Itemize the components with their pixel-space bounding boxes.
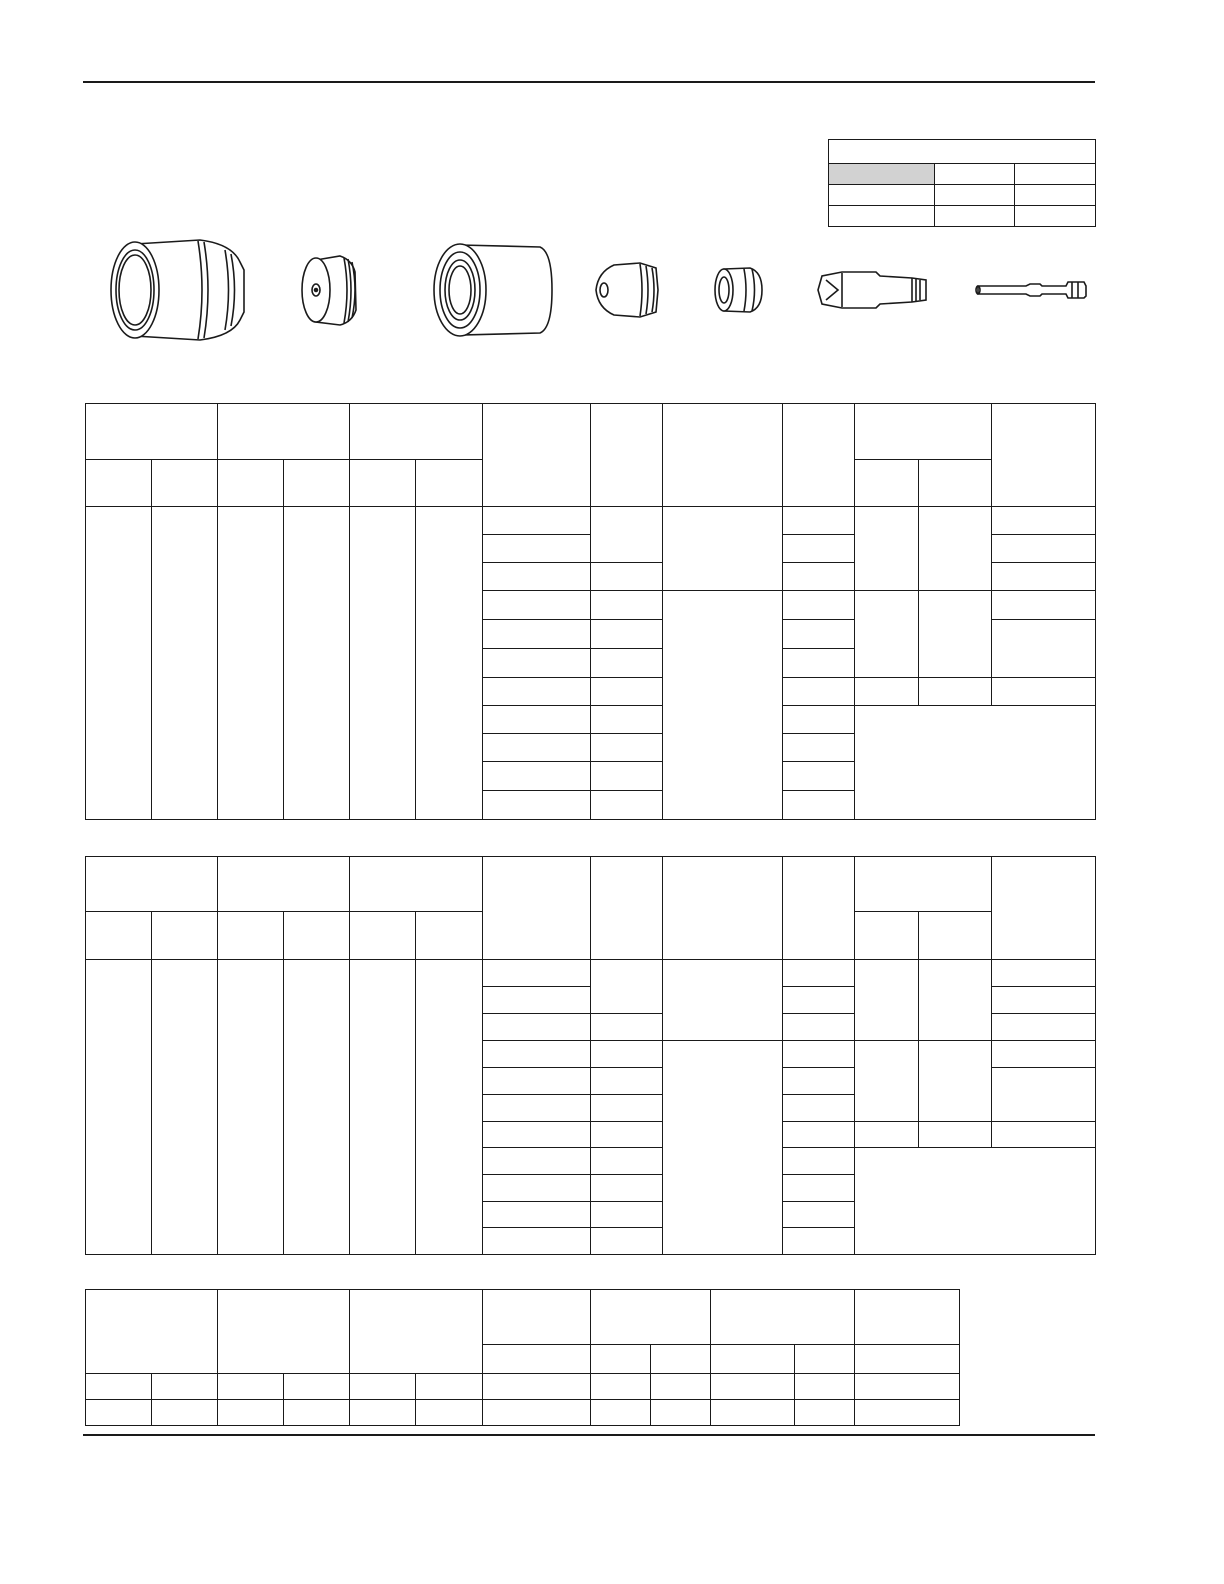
legend-title-cell: [829, 140, 1096, 164]
legend-shaded-cell: [829, 164, 935, 185]
footer-rule: [83, 1434, 1095, 1436]
nozzle-icon: [596, 263, 658, 317]
shield-cap-icon: [302, 256, 356, 325]
legend-table: [828, 139, 1096, 227]
retaining-cap-icon: [434, 244, 552, 336]
header-rule: [83, 81, 1095, 83]
consumable-parts-illustration: [0, 228, 1224, 348]
shield-large-icon: [111, 240, 244, 340]
water-tube-icon: [976, 282, 1086, 298]
consumables-table-3: [85, 1289, 960, 1426]
consumables-table-2: [85, 856, 1096, 1255]
consumables-table-1: [85, 403, 1096, 820]
swirl-ring-icon: [715, 268, 762, 312]
electrode-icon: [818, 272, 926, 308]
